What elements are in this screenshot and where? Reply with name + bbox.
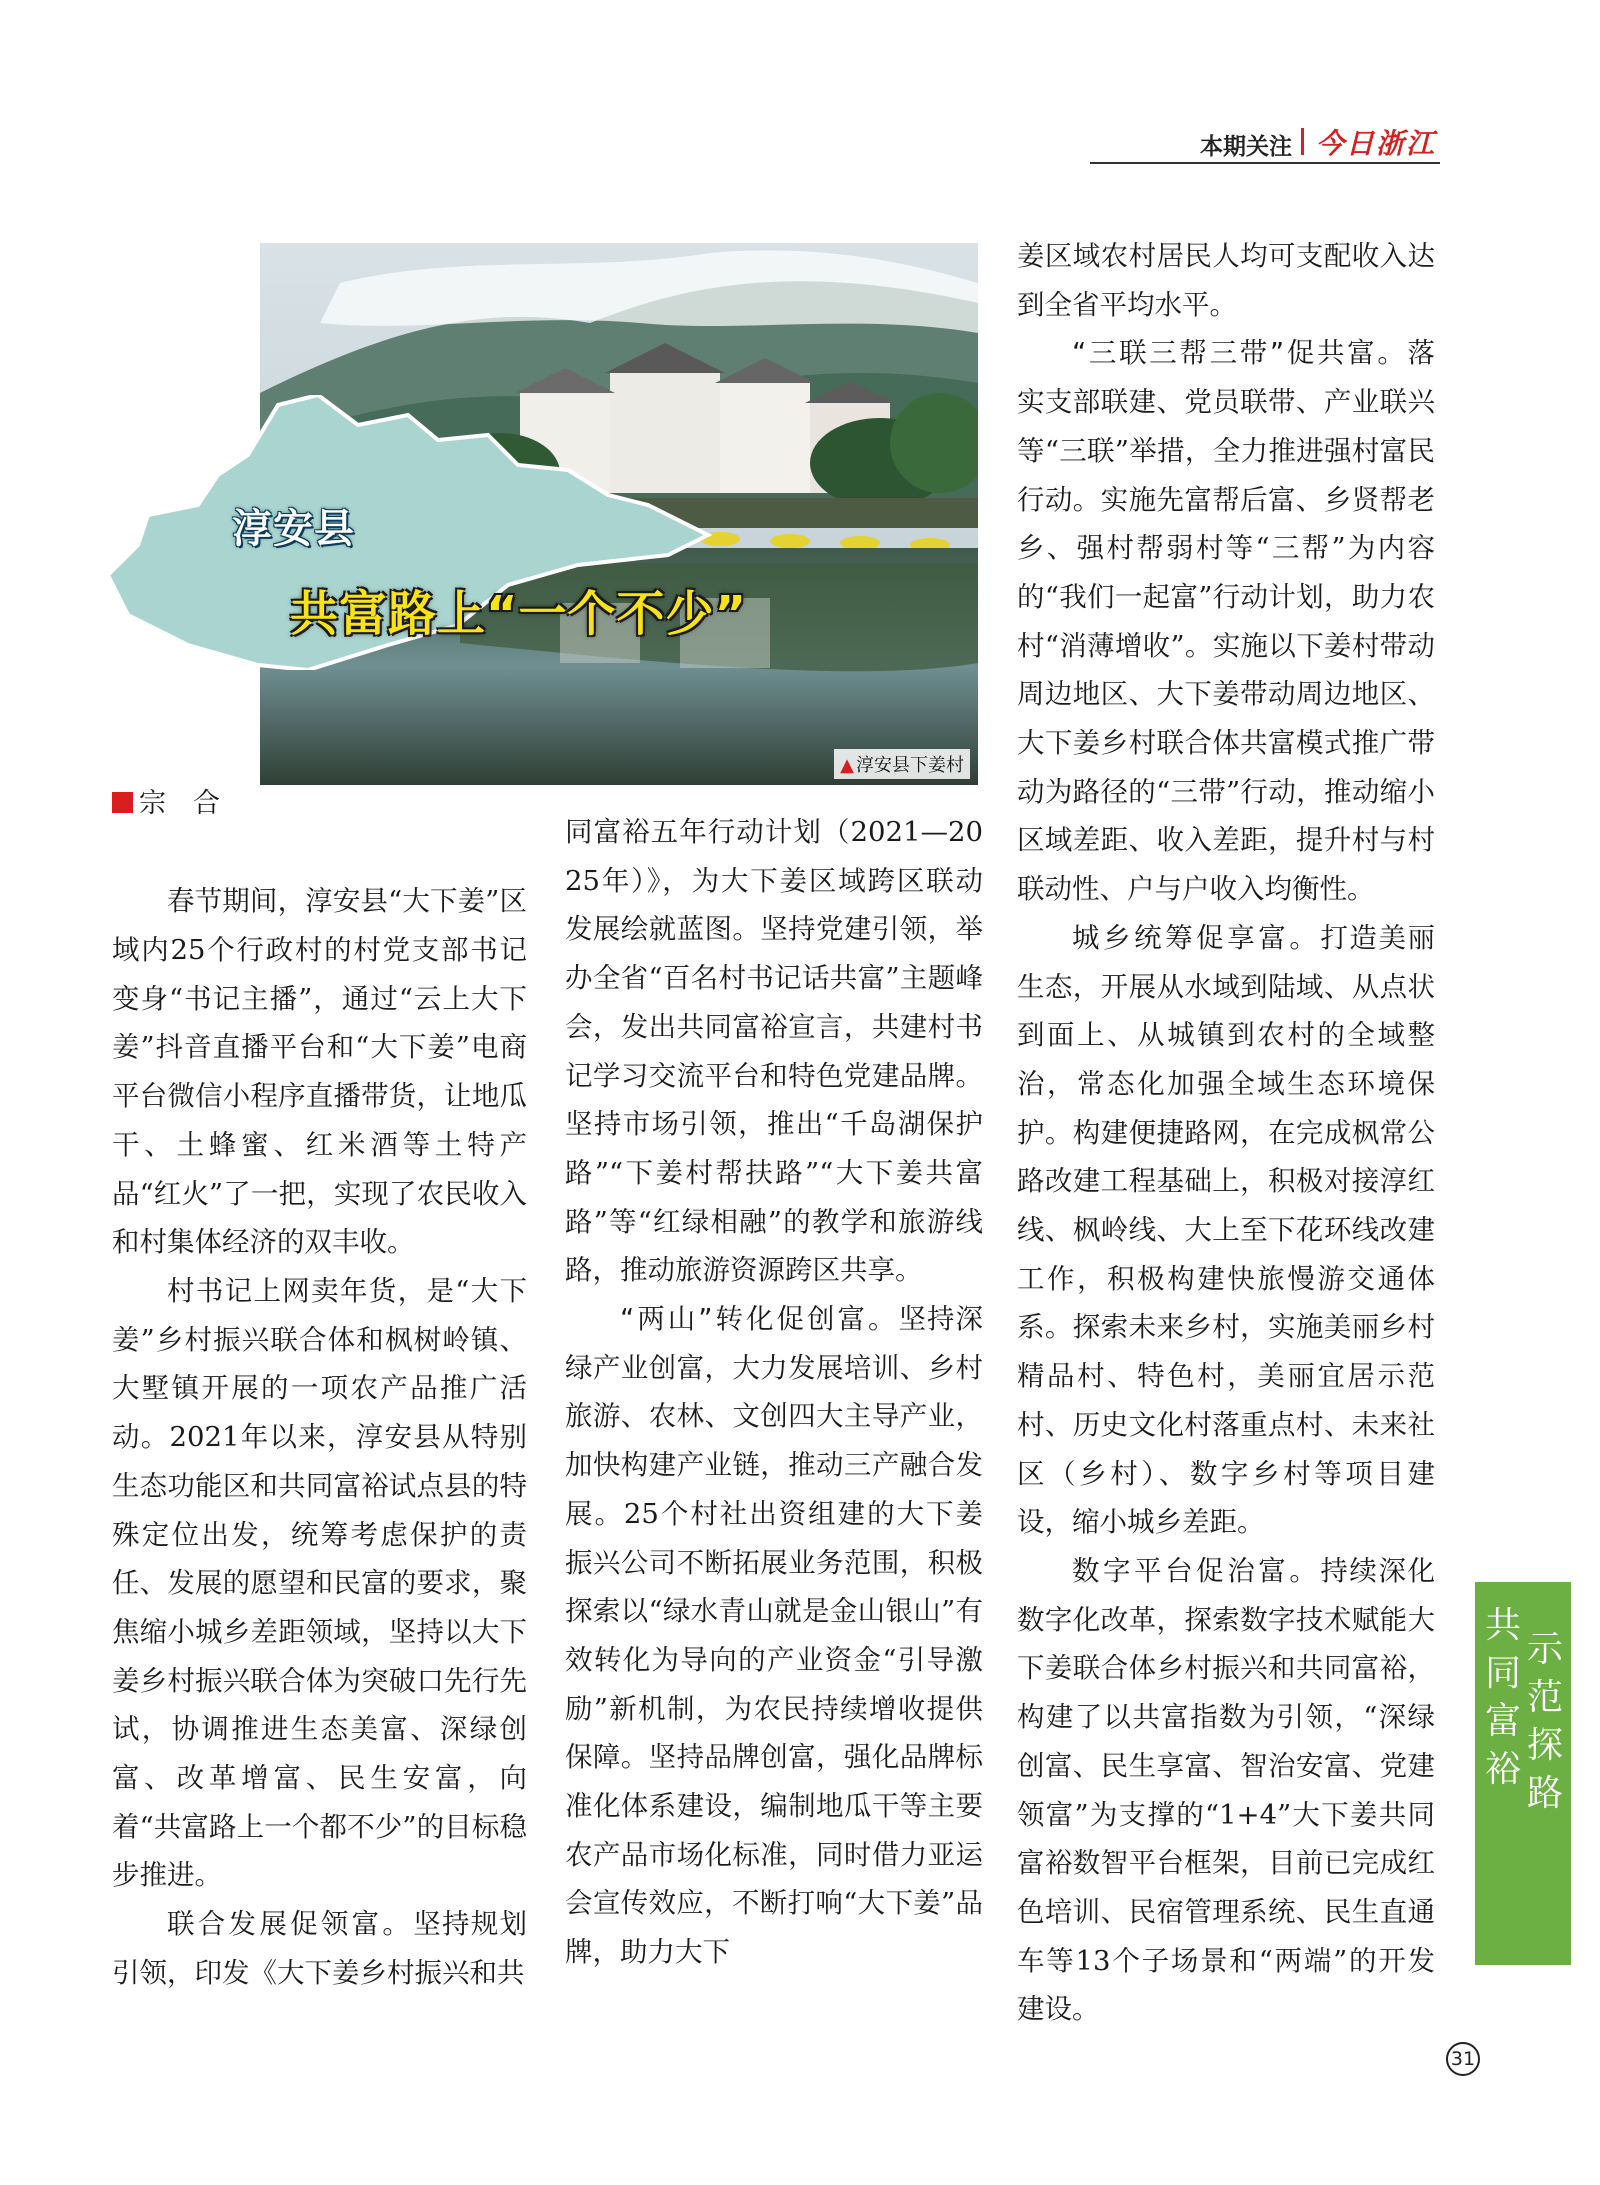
sidebar-line-1 — [1485, 1582, 1521, 1794]
sidebar-line-2 — [1527, 1582, 1563, 1818]
subheading: 城乡统筹促享富。 — [1072, 921, 1321, 954]
subheading: 数字平台促治富。 — [1072, 1554, 1321, 1587]
paragraph-text: 打造美丽生态，开展从水域到陆域、从点状到面上、从城镇到农村的全域整治，常态化加强全域生态环境保护。构建便捷路网，在完成枫常公路改建工程基础上，积极对接淳红线、枫岭线、大上至下花环线改建工作，积极构建快旅慢游交通体系。探索未来乡村，实施美丽乡村精品村、特色村，美丽宜居示范村、历史文化村落重点村、未来社区（乡村）、数字乡村等项目建设，缩小城乡差距。 — [1017, 921, 1436, 1539]
sidebar-char: 共 — [1485, 1605, 1522, 1646]
county-label: 淳安县 — [232, 506, 355, 552]
sidebar-char: 示 — [1527, 1629, 1564, 1670]
sidebar-char: 路 — [1527, 1773, 1564, 1814]
paragraph: 同富裕五年行动计划（2021—2025年）》，为大下姜区域跨区联动发展绘就蓝图。坚持党建引领，举办全省“百名村书记话共富”主题峰会，发出共同富裕宣言，共建村书记学习交流平台和特色党建品牌。坚持市场引领，推出“千岛湖保护路”“下姜村帮扶路”“大下姜共富路”等“红绿相融”的教学和旅游线路，推动旅游资源跨区共享。 — [565, 816, 983, 1287]
paragraph: 春节期间，淳安县“大下姜”区域内25个行政村的村党支部书记变身“书记主播”，通过“云上大下姜”抖音直播平台和“大下姜”电商平台微信小程序直播带货，让地瓜干、土蜂蜜、红米酒等土特产品“红火”了一把，实现了农民收入和村集体经济的双丰收。 — [112, 885, 527, 1259]
paragraph — [565, 1295, 983, 1977]
subheading: “三联三帮三带”促共富。 — [1072, 337, 1408, 370]
sidebar-char: 裕 — [1485, 1749, 1522, 1790]
magazine-logo: 今日浙江 — [1315, 127, 1436, 160]
text-column-2 — [565, 808, 983, 1977]
sidebar-char: 探 — [1527, 1725, 1564, 1766]
paragraph — [1017, 329, 1435, 913]
paragraph — [1017, 1547, 1435, 2034]
paragraph — [1017, 914, 1435, 1547]
page-number: 31 — [1446, 2042, 1480, 2076]
sidebar-char: 范 — [1527, 1677, 1564, 1718]
byline-square-icon — [112, 792, 133, 813]
article-title: 共富路上“一个不少” — [290, 586, 748, 642]
caption-text: 淳安县下姜村 — [856, 755, 964, 776]
subheading: “两山”转化促创富。 — [620, 1303, 899, 1336]
column-sidebar-tag — [1475, 1582, 1571, 1965]
text-column-3 — [1017, 232, 1435, 2034]
paragraph — [112, 1900, 527, 1997]
paragraph-text: 落实支部联建、党员联带、产业联兴等“三联”举措，全力推进强村富民行动。实施先富帮后富、乡贤帮老乡、强村帮弱村等“三帮”为内容的“我们一起富”行动计划，助力农村“消薄增收”。实施以下姜村带动周边地区、大下姜带动周边地区、大下姜乡村联合体共富模式推广带动为路径的“三带”行动，推动缩小区域差距、收入差距，提升村与村联动性、户与户收入均衡性。 — [1017, 337, 1435, 906]
paragraph: 姜区域农村居民人均可支配收入达到全省平均水平。 — [1017, 240, 1435, 321]
sidebar-char: 同 — [1485, 1653, 1522, 1694]
header-divider — [1301, 128, 1304, 155]
subheading: 联合发展促领富。 — [167, 1908, 414, 1941]
page-header — [1090, 122, 1440, 164]
author-name: 宗 合 — [139, 788, 220, 819]
paragraph: 村书记上网卖年货，是“大下姜”乡村振兴联合体和枫树岭镇、大墅镇开展的一项农产品推广活动。2021年以来，淳安县从特别生态功能区和共同富裕试点县的特殊定位出发，统筹考虑保护的责任、发展的愿望和民富的要求，聚焦缩小城乡差距领域，坚持以大下姜乡村振兴联合体为突破口先行先试，协调推进生态美富、深绿创富、改革增富、民生安富，向着“共富路上一个都不少”的目标稳步推进。 — [112, 1275, 527, 1892]
paragraph-text: 坚持深绿产业创富，大力发展培训、乡村旅游、农林、文创四大主导产业，加快构建产业链，推动三产融合发展。25个村社出资组建的大下姜振兴公司不断拓展业务范围，积极探索以“绿水青山就是金山银山”有效转化为导向的产业资金“引导激励”新机制，为农民持续增收提供保障。坚持品牌创富，强化品牌标准化体系建设，编制地瓜干等主要农产品市场化标准，同时借力亚运会宣传效应，不断打响“大下姜”品牌，助力大下 — [565, 1303, 983, 1969]
paragraph-text: 坚持规划引领，印发《大下姜乡村振兴和共 — [112, 1908, 528, 1989]
paragraph-text: 持续深化数字化改革，探索数字技术赋能大下姜联合体乡村振兴和共同富裕，构建了以共富指数为引领，“深绿创富、民生享富、智治安富、党建领富”为支撑的“1+4”大下姜共同富裕数智平台框架，目前已完成红色培训、民宿管理系统、民生直通车等13个子场景和“两端”的开发建设。 — [1017, 1554, 1436, 2026]
photo-caption — [834, 749, 970, 779]
caption-triangle-icon: ▲ — [840, 755, 854, 776]
section-label: 本期关注 — [1200, 134, 1292, 160]
sidebar-char: 富 — [1485, 1701, 1522, 1742]
byline — [112, 780, 527, 829]
text-column-1 — [112, 788, 528, 1998]
